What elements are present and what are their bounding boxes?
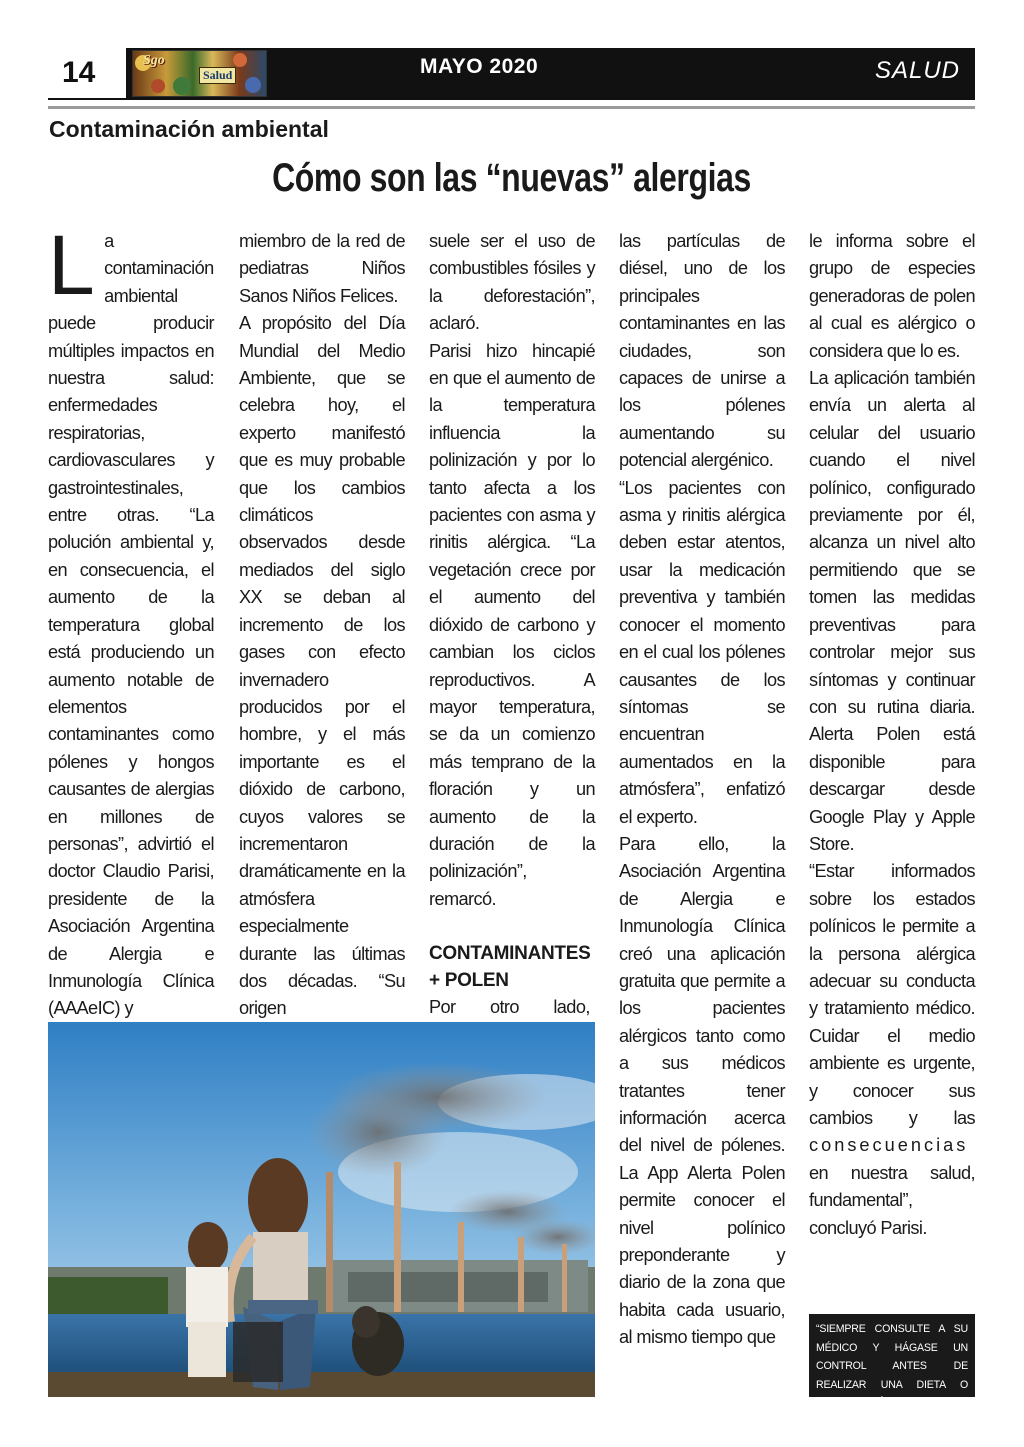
paragraph: le informa sobre el grupo de especies generadoras de polen al cual es alérgico o considera que lo es. — [809, 231, 975, 361]
paragraph: suele ser el uso de combustibles fósiles y la deforestación”, aclaró. — [429, 231, 595, 334]
issue-date: MAYO 2020 — [420, 55, 539, 78]
paragraph: Parisi hizo hincapié en que el aumento de la temperatura influencia la polinización y por lo tanto afecta a los pacientes con asma y rinitis alérgica. “La vegetación crece por el aumento del dióxido de carbono y cambian los ciclos reproductivos. A mayor temperatura, se da un comienzo más temprano de la floración y un aumento de la duración de la polinización”, remarcó. — [429, 340, 595, 909]
article-column-5 — [809, 228, 975, 1242]
text-run: en nuestra salud, fundamental”, concluyó Parisi. — [809, 1162, 975, 1238]
paragraph: Para ello, la Asociación Argentina de Alergia e Inmunología Clínica creó una aplicación gratuita que permite a los pacientes alérgicos tanto como a sus médicos tratantes tener información acerca del nivel de pólenes. La App Alerta Polen permite conocer el nivel polínico preponderante y diario de la zona que habita cada usuario, al mismo tiempo que — [619, 833, 785, 1348]
text-run: “Estar informados sobre los estados polínicos le permite a la persona alérgica adecuar su conducta y tratamiento médico. Cuidar el medio ambiente es urgente, y conocer sus cambios y las — [809, 861, 975, 1128]
paragraph: La aplicación también envía un alerta al celular del usuario cuando el nivel polínico, configurado previamente por él, alcanza un nivel alto permitiendo que se tomen las medidas preventivas para controlar mejor sus síntomas y continuar con su rutina diaria. Alerta Polen está disponible para descargar desde Google Play y Apple Store. — [809, 368, 975, 854]
paragraph: las partículas de diésel, uno de los principales contaminantes en las ciudades, son capaces de unirse a los pólenes aumentando su potencial alergénico. — [619, 231, 785, 471]
article-column-3 — [429, 228, 595, 1022]
article-headline: Cómo son las “nuevas” alergias — [272, 156, 751, 200]
logo-text-salud: Salud — [199, 67, 236, 84]
header-rule — [48, 106, 975, 109]
disclaimer-box: “SIEMPRE CONSULTE A SU MÉDICO Y HÁGASE UN CONTROL ANTES DE REALIZAR UNA DIETA O ACTIVIDAD FÍSICA” — [809, 1314, 975, 1397]
paragraph: “Los pacientes con asma y rinitis alérgica deben estar atentos, usar la medicación preventiva y también conocer el momento en el cual los pólenes causantes de los síntomas se encuentran aumentados en la atmósfera”, enfatizó el experto. — [619, 477, 785, 827]
article-column-4 — [619, 228, 785, 1352]
magazine-logo — [132, 50, 267, 97]
logo-text-sgo: Sgo — [143, 53, 165, 68]
paragraph — [809, 858, 975, 1242]
article-column-1 — [48, 218, 214, 1023]
text-run: consecuencias — [809, 1135, 969, 1156]
article-column-2 — [239, 228, 405, 1023]
article-photo — [48, 1022, 595, 1397]
paragraph: a contaminación ambiental puede producir múltiples impactos en nuestra salud: enfermedades respiratorias, cardiovasculares y gastrointestinales, entre otras. “La polución ambiental y, en consecuencia, el aumento de la temperatura global está produciendo un aumento notable de elementos contaminantes como pólenes y hongos causantes de alergias en millones de personas”, advirtió el doctor Claudio Parisi, presidente de la Asociación Argentina de Alergia e Inmunología Clínica (AAAeIC) y — [48, 231, 214, 1019]
section-name: SALUD — [874, 57, 960, 84]
article-kicker: Contaminación ambiental — [49, 116, 329, 142]
article-subhead: CONTAMINANTES + POLEN — [429, 943, 591, 992]
paragraph: A propósito del Día Mundial del Medio Ambiente, que se celebra hoy, el experto manifestó que es muy probable que los cambios climáticos observados desde mediados del siglo XX se deban al incremento de los gases con efecto invernadero producidos por el hombre, y el más importante es el dióxido de carbono, cuyos valores se incrementaron dramáticamente en la atmósfera especialmente durante las últimas dos décadas. “Su origen — [239, 313, 405, 1019]
drop-cap: L — [48, 218, 95, 312]
paragraph: Por otro lado, — [429, 997, 590, 1018]
page-number-box — [48, 48, 126, 100]
page-number: 14 — [62, 56, 96, 89]
paragraph: miembro de la red de pediatras Niños Sanos Niños Felices. — [239, 231, 405, 306]
